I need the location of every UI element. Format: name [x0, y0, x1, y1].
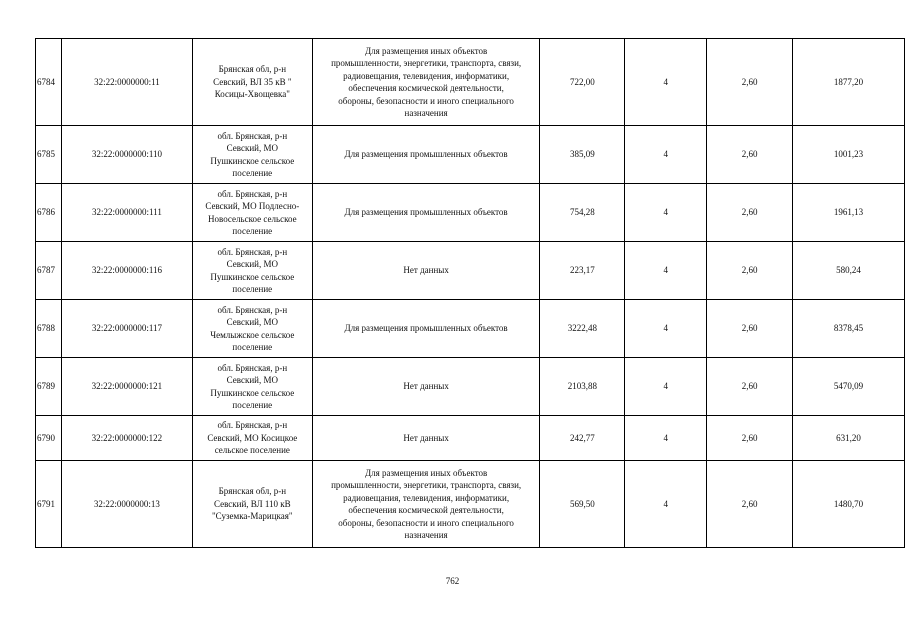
- address-cell: [192, 39, 312, 126]
- cadastral-value: 1001,23: [793, 126, 905, 184]
- area-value: 3222,48: [540, 300, 625, 358]
- area-value: 569,50: [540, 461, 625, 548]
- cadastral-number: 32:22:0000000:116: [61, 242, 192, 300]
- permitted-use-cell: [312, 300, 540, 358]
- address-text: обл. Брянская, р-н Севский, МО Косицкое сельское поселение: [207, 420, 298, 456]
- permitted-use-cell: [312, 358, 540, 416]
- cadastral-number: 32:22:0000000:13: [61, 461, 192, 548]
- permitted-use-cell: [312, 461, 540, 548]
- table-row: [36, 461, 905, 548]
- rate-value: 2,60: [707, 416, 793, 461]
- address-text: обл. Брянская, р-н Севский, МО Пушкинское сельское поселение: [210, 130, 295, 178]
- land-parcels-table: [35, 38, 905, 548]
- address-text: Брянская обл, р-н Севский, ВЛ 35 кВ " Косицы-Хвощевка": [213, 64, 292, 100]
- row-number: 6786: [36, 184, 62, 242]
- permitted-use-text: Нет данных: [403, 265, 449, 276]
- permitted-use-text: Для размещения промышленных объектов: [344, 149, 508, 160]
- table-row: [36, 242, 905, 300]
- group-value: 4: [625, 358, 707, 416]
- table-row: [36, 184, 905, 242]
- area-value: 722,00: [540, 39, 625, 126]
- group-value: 4: [625, 461, 707, 548]
- rate-value: 2,60: [707, 242, 793, 300]
- cadastral-number: 32:22:0000000:122: [61, 416, 192, 461]
- table-row: [36, 300, 905, 358]
- cadastral-number: 32:22:0000000:121: [61, 358, 192, 416]
- row-number: 6785: [36, 126, 62, 184]
- cadastral-value: 5470,09: [793, 358, 905, 416]
- permitted-use-cell: [312, 184, 540, 242]
- permitted-use-cell: [312, 416, 540, 461]
- area-value: 242,77: [540, 416, 625, 461]
- row-number: 6791: [36, 461, 62, 548]
- group-value: 4: [625, 300, 707, 358]
- address-text: Брянская обл, р-н Севский, ВЛ 110 кВ "Суземка-Марицкая": [212, 486, 293, 522]
- group-value: 4: [625, 39, 707, 126]
- table-row: [36, 126, 905, 184]
- rate-value: 2,60: [707, 358, 793, 416]
- row-number: 6790: [36, 416, 62, 461]
- rate-value: 2,60: [707, 39, 793, 126]
- cadastral-number: 32:22:0000000:11: [61, 39, 192, 126]
- cadastral-value: 631,20: [793, 416, 905, 461]
- rate-value: 2,60: [707, 300, 793, 358]
- address-text: обл. Брянская, р-н Севский, МО Пушкинское сельское поселение: [210, 362, 295, 410]
- row-number: 6787: [36, 242, 62, 300]
- group-value: 4: [625, 242, 707, 300]
- row-number: 6784: [36, 39, 62, 126]
- permitted-use-text: Нет данных: [403, 381, 449, 392]
- address-cell: [192, 126, 312, 184]
- address-cell: [192, 416, 312, 461]
- group-value: 4: [625, 416, 707, 461]
- permitted-use-text: Для размещения промышленных объектов: [344, 323, 508, 334]
- rate-value: 2,60: [707, 461, 793, 548]
- page-number: 762: [445, 576, 460, 586]
- table-row: [36, 358, 905, 416]
- address-text: обл. Брянская, р-н Севский, МО Подлесно- Новосельское сельское поселение: [205, 188, 300, 236]
- address-cell: [192, 358, 312, 416]
- table-row: [36, 39, 905, 126]
- row-number: 6789: [36, 358, 62, 416]
- area-value: 754,28: [540, 184, 625, 242]
- permitted-use-text: Для размещения иных объектов промышленности, энергетики, транспорта, связи, радиовещания, телевидения, информатики, обеспечения космической деятельности, обороны, безопасности и иного специального назначения: [331, 45, 522, 118]
- row-number: 6788: [36, 300, 62, 358]
- cadastral-value: 8378,45: [793, 300, 905, 358]
- cadastral-number: 32:22:0000000:117: [61, 300, 192, 358]
- address-text: обл. Брянская, р-н Севский, МО Чемлыжское сельское поселение: [210, 304, 295, 352]
- address-cell: [192, 184, 312, 242]
- cadastral-value: 1877,20: [793, 39, 905, 126]
- cadastral-value: 1961,13: [793, 184, 905, 242]
- cadastral-value: 580,24: [793, 242, 905, 300]
- area-value: 223,17: [540, 242, 625, 300]
- table-row: [36, 416, 905, 461]
- permitted-use-cell: [312, 126, 540, 184]
- address-cell: [192, 300, 312, 358]
- rate-value: 2,60: [707, 184, 793, 242]
- area-value: 2103,88: [540, 358, 625, 416]
- cadastral-number: 32:22:0000000:110: [61, 126, 192, 184]
- address-cell: [192, 461, 312, 548]
- address-text: обл. Брянская, р-н Севский, МО Пушкинское сельское поселение: [210, 246, 295, 294]
- cadastral-number: 32:22:0000000:111: [61, 184, 192, 242]
- permitted-use-text: Для размещения иных объектов промышленности, энергетики, транспорта, связи, радиовещания, телевидения, информатики, обеспечения космической деятельности, обороны, безопасности и иного специального назначения: [331, 467, 522, 540]
- group-value: 4: [625, 126, 707, 184]
- permitted-use-text: Для размещения промышленных объектов: [344, 207, 508, 218]
- cadastral-value: 1480,70: [793, 461, 905, 548]
- permitted-use-text: Нет данных: [403, 432, 449, 443]
- rate-value: 2,60: [707, 126, 793, 184]
- permitted-use-cell: [312, 242, 540, 300]
- area-value: 385,09: [540, 126, 625, 184]
- permitted-use-cell: [312, 39, 540, 126]
- address-cell: [192, 242, 312, 300]
- group-value: 4: [625, 184, 707, 242]
